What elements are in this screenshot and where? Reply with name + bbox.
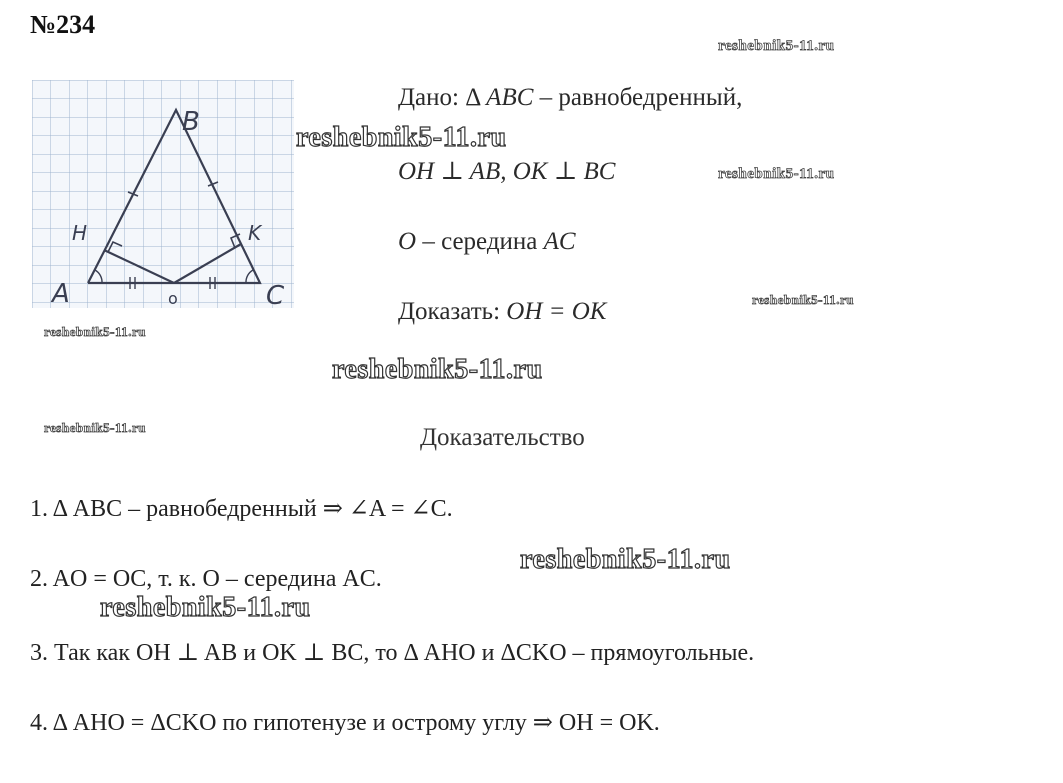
prove-line — [398, 298, 606, 326]
problem-number: №234 — [30, 10, 96, 39]
given-midpoint-text: – середина — [416, 228, 544, 255]
given-line-2: OH ⊥ AB, OK ⊥ BC — [398, 158, 616, 185]
given-segment-ac: AC — [543, 228, 576, 255]
proof-step-1: 1. Δ ABC – равнобедренный ⇒ ∠A = ∠C. — [30, 496, 453, 522]
label-b: B — [182, 107, 200, 137]
prove-expression: OH = OK — [506, 298, 607, 325]
label-h: H — [72, 221, 88, 245]
watermark: reshebnik5-11.ru — [752, 292, 855, 307]
proof-step-4: 4. Δ AHO = ΔCKO по гипотенузе и острому углу ⇒ OH = OK. — [30, 710, 660, 736]
watermark: reshebnik5-11.ru — [718, 38, 835, 54]
triangle-drawing — [32, 80, 294, 308]
given-suffix: – равнобедренный, — [533, 84, 743, 111]
given-prefix: Дано: Δ — [398, 84, 487, 111]
given-line-3 — [398, 228, 576, 256]
watermark: reshebnik5-11.ru — [520, 544, 731, 575]
watermark: reshebnik5-11.ru — [44, 420, 147, 435]
label-k: K — [248, 221, 262, 245]
watermark: reshebnik5-11.ru — [100, 592, 311, 623]
proof-step-3: 3. Так как OH ⊥ AB и OK ⊥ BC, то Δ AHO и ΔCKO – прямоугольные. — [30, 640, 755, 666]
watermark: reshebnik5-11.ru — [718, 166, 835, 182]
given-line-1 — [398, 84, 742, 112]
watermark: reshebnik5-11.ru — [296, 122, 507, 153]
given-point-o: O — [398, 228, 417, 255]
triangle-figure — [32, 80, 294, 308]
label-c: C — [266, 281, 285, 308]
proof-heading: Доказательство — [420, 424, 585, 451]
proof-step-2: 2. AO = OC, т. к. O – середина AC. — [30, 566, 382, 592]
label-a: A — [52, 279, 70, 308]
given-triangle: ABC — [486, 84, 534, 111]
prove-prefix: Доказать: — [398, 298, 507, 325]
watermark: reshebnik5-11.ru — [44, 324, 147, 339]
watermark: reshebnik5-11.ru — [332, 354, 543, 385]
label-o: o — [168, 289, 178, 308]
